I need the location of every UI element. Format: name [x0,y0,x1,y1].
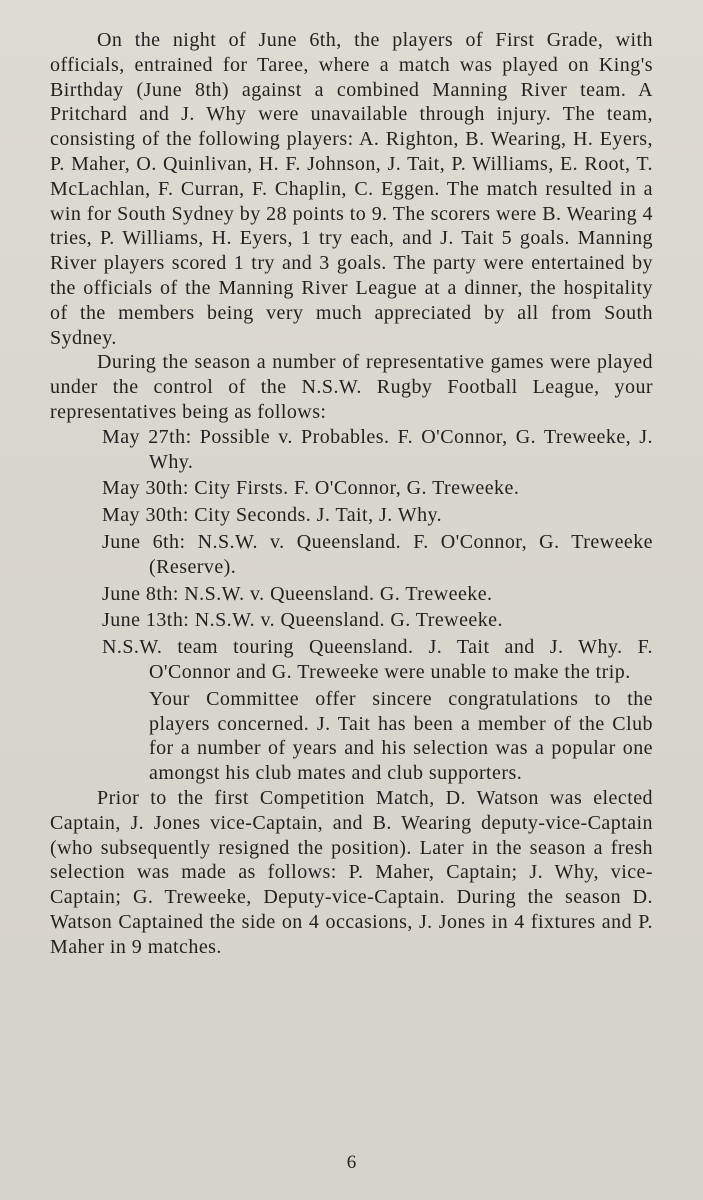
list-item: N.S.W. team touring Queensland. J. Tait and J. Why. F. O'Connor and G. Treweeke were unable to make the trip. [102,636,653,683]
list-item: June 6th: N.S.W. v. Queensland. F. O'Connor, G. Treweeke (Reserve). [102,530,653,578]
representative-games-paragraph: During the season a number of representative games were played under the control of the N.S.W. Rugby Football League, your representatives being as follows: [50,351,653,423]
list-item: June 8th: N.S.W. v. Queensland. G. Treweeke. [102,582,493,605]
captaincy-paragraph: Prior to the first Competition Match, D. Watson was elected Captain, J. Jones vice-Captain, and B. Wearing deputy-vice-Captain (who subsequently resigned the position). Later in the season a fresh selection was made as follows: P. Maher, Captain; J. Why, vice-Captain; G. Treweeke, Deputy-vice-Captain. During the season D. Watson Captained the side on 4 occasions, J. Jones in 4 fixtures and P. Maher in 9 matches. [50,786,653,958]
list-item: May 30th: City Seconds. J. Tait, J. Why. [102,504,443,527]
page-number: 6 [346,1152,357,1173]
list-item: June 13th: N.S.W. v. Queensland. G. Treweeke. [102,609,503,632]
representatives-list [50,425,653,685]
list-item: May 27th: Possible v. Probables. F. O'Connor, G. Treweeke, J. Why. [102,425,653,473]
taree-match-paragraph: On the night of June 6th, the players of First Grade, with officials, entrained for Taree, where a match was played on King's Birthday (June 8th) against a combined Manning River team. A Pritchard and J. Why were unavailable through injury. The team, consisting of the following players: A. Righton, B. Wearing, H. Eyers, P. Maher, O. Quinlivan, H. F. Johnson, J. Tait, P. Williams, E. Root, T. McLachlan, F. Curran, F. Chaplin, C. Eggen. The match resulted in a win for South Sydney by 28 points to 9. The scorers were B. Wearing 4 tries, P. Williams, H. Eyers, 1 try each, and J. Tait 5 goals. Manning River players scored 1 try and 3 goals. The party were entertained by the officials of the Manning River League at a dinner, the hospitality of the members being very much appreciated by all from South Sydney. [50,29,653,349]
list-item: May 30th: City Firsts. F. O'Connor, G. Treweeke. [102,477,520,500]
committee-congratulations: Your Committee offer sincere congratulations to the players concerned. J. Tait has been a member of the Club for a number of years and his selection was a popular one amongst his club mates and club supporters. [149,687,653,785]
